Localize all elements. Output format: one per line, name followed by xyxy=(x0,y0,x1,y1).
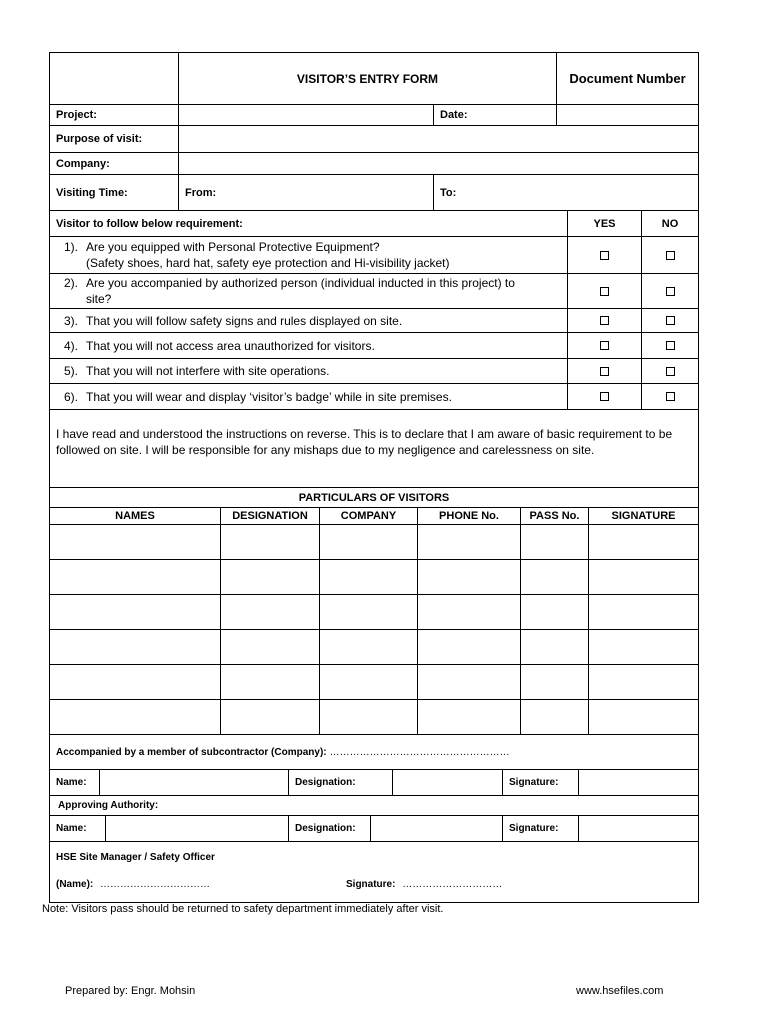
yes-checkbox[interactable] xyxy=(600,316,609,325)
phone-cell[interactable] xyxy=(417,630,520,664)
name-field[interactable] xyxy=(105,816,288,841)
phone-cell[interactable] xyxy=(417,595,520,629)
requirement-text xyxy=(50,359,567,383)
requirement-number: 1). xyxy=(63,240,78,254)
signature-field[interactable] xyxy=(578,816,698,841)
pass-cell[interactable] xyxy=(520,525,588,559)
no-checkbox[interactable] xyxy=(666,287,675,296)
yes-checkbox[interactable] xyxy=(600,367,609,376)
requirement-row-5 xyxy=(50,359,698,384)
requirement-row-6 xyxy=(50,384,698,410)
to-field[interactable]: To: xyxy=(433,175,698,210)
no-cell xyxy=(641,333,698,358)
phone-cell[interactable] xyxy=(417,665,520,699)
yes-checkbox[interactable] xyxy=(600,251,609,260)
accompanied-label: Accompanied by a member of subcontractor (Company): xyxy=(56,746,327,758)
purpose-label: Purpose of visit: xyxy=(56,133,143,145)
company-cell[interactable] xyxy=(319,665,417,699)
requirement-line1: That you will not interfere with site operations. xyxy=(86,364,330,378)
signature-cell[interactable] xyxy=(588,560,698,594)
company-cell[interactable] xyxy=(319,595,417,629)
hse-name-label: (Name): xyxy=(56,879,94,890)
designation-cell[interactable] xyxy=(220,525,319,559)
company-cell[interactable] xyxy=(319,700,417,734)
header-row xyxy=(50,53,698,105)
signature-cell[interactable] xyxy=(588,700,698,734)
hse-block xyxy=(50,842,698,902)
signature-cell[interactable] xyxy=(588,525,698,559)
designation-cell[interactable] xyxy=(220,630,319,664)
requirement-number: 2). xyxy=(63,276,78,290)
name-field[interactable] xyxy=(99,770,288,795)
requirement-line2: (Safety shoes, hard hat, safety eye protection and Hi-visibility jacket) xyxy=(86,256,450,270)
requirement-line1: Are you accompanied by authorized person (individual inducted in this project) to xyxy=(86,276,515,290)
hse-title: HSE Site Manager / Safety Officer xyxy=(56,852,215,863)
requirement-number: 6). xyxy=(63,389,78,404)
yes-checkbox[interactable] xyxy=(600,392,609,401)
hse-signature-field[interactable]: ………………………… xyxy=(402,879,503,890)
signature-field[interactable] xyxy=(578,770,698,795)
signature-cell[interactable] xyxy=(588,630,698,664)
name-cell[interactable] xyxy=(50,630,220,664)
hse-name-field[interactable]: …………………………… xyxy=(100,879,211,890)
visitor-entry-form xyxy=(49,52,699,903)
requirement-row-2 xyxy=(50,274,698,309)
company-row xyxy=(50,153,698,175)
requirement-line1: That you will not access area unauthorized for visitors. xyxy=(86,338,375,353)
from-field[interactable]: From: xyxy=(178,175,433,210)
pass-cell[interactable] xyxy=(520,630,588,664)
particulars-title-row xyxy=(50,488,698,508)
col-designation: DESIGNATION xyxy=(220,508,319,524)
col-company: COMPANY xyxy=(319,508,417,524)
project-label: Project: xyxy=(56,109,97,121)
declaration-text: I have read and understood the instructions on reverse. This is to declare that I am aware of basic requirement to be followed on site. I will be responsible for any mishaps due to my negligence and carelessness on site. xyxy=(56,427,673,457)
designation-cell[interactable] xyxy=(220,665,319,699)
requirement-row-1 xyxy=(50,237,698,274)
visitor-row xyxy=(50,630,698,665)
yes-checkbox[interactable] xyxy=(600,287,609,296)
pass-cell[interactable] xyxy=(520,700,588,734)
no-cell xyxy=(641,237,698,273)
signature-cell[interactable] xyxy=(588,595,698,629)
accompanied-company-field[interactable]: ……………………………………………… xyxy=(329,746,510,758)
designation-cell[interactable] xyxy=(220,560,319,594)
project-field[interactable] xyxy=(178,105,433,125)
visitor-row xyxy=(50,595,698,630)
requirement-number: 5). xyxy=(63,364,78,378)
purpose-row xyxy=(50,126,698,153)
no-header: NO xyxy=(641,211,698,236)
col-names: NAMES xyxy=(115,510,155,522)
company-cell[interactable] xyxy=(319,630,417,664)
name-label: Name: xyxy=(56,777,87,788)
form-title: VISITOR’S ENTRY FORM xyxy=(178,53,556,104)
project-row xyxy=(50,105,698,126)
no-checkbox[interactable] xyxy=(666,392,675,401)
visitor-row xyxy=(50,665,698,700)
requirement-number: 3). xyxy=(63,313,78,328)
no-cell xyxy=(641,274,698,308)
name-label: Name: xyxy=(56,823,87,834)
yes-cell xyxy=(567,359,641,383)
yes-cell xyxy=(567,237,641,273)
no-checkbox[interactable] xyxy=(666,367,675,376)
requirement-text xyxy=(50,384,567,409)
no-cell xyxy=(641,384,698,409)
designation-field[interactable] xyxy=(392,770,502,795)
no-checkbox[interactable] xyxy=(666,341,675,350)
requirement-number: 4). xyxy=(63,338,78,353)
approving-row xyxy=(50,796,698,816)
visitor-row xyxy=(50,560,698,595)
date-label: Date: xyxy=(433,105,556,125)
phone-cell[interactable] xyxy=(417,700,520,734)
declaration-row xyxy=(50,410,698,488)
pass-cell[interactable] xyxy=(520,560,588,594)
purpose-field[interactable] xyxy=(178,126,698,152)
signature-cell[interactable] xyxy=(588,665,698,699)
approving-label: Approving Authority: xyxy=(58,800,159,811)
yes-header: YES xyxy=(567,211,641,236)
no-cell xyxy=(641,309,698,332)
hse-signature-line xyxy=(346,879,502,890)
footer-note: Note: Visitors pass should be returned to safety department immediately after visit. xyxy=(42,903,444,915)
prepared-by: Prepared by: Engr. Mohsin xyxy=(65,985,196,997)
name-cell[interactable] xyxy=(50,665,220,699)
particulars-header-row xyxy=(50,508,698,525)
accompanied-row xyxy=(50,735,698,770)
requirement-line1: That you will wear and display ‘visitor’s badge’ while in site premises. xyxy=(86,389,452,404)
requirement-row-4 xyxy=(50,333,698,359)
requirement-text xyxy=(50,309,567,332)
name-cell[interactable] xyxy=(50,525,220,559)
hse-signature-label: Signature: xyxy=(346,879,396,890)
requirement-text xyxy=(50,274,567,308)
col-pass: PASS No. xyxy=(520,508,588,524)
pass-cell[interactable] xyxy=(520,595,588,629)
designation-label: Designation: xyxy=(288,816,370,841)
visitor-row xyxy=(50,525,698,560)
requirement-line1: Are you equipped with Personal Protective Equipment? xyxy=(86,240,380,254)
accompanied-text xyxy=(50,735,698,769)
phone-cell[interactable] xyxy=(417,525,520,559)
name-cell[interactable] xyxy=(50,700,220,734)
yes-cell xyxy=(567,384,641,409)
name-cell[interactable] xyxy=(50,560,220,594)
requirement-line1: That you will follow safety signs and rules displayed on site. xyxy=(86,313,403,328)
col-signature: SIGNATURE xyxy=(588,508,698,524)
designation-cell[interactable] xyxy=(220,700,319,734)
requirements-header xyxy=(50,211,698,237)
no-cell xyxy=(641,359,698,383)
hse-name-line xyxy=(56,879,210,890)
yes-checkbox[interactable] xyxy=(600,341,609,350)
company-cell[interactable] xyxy=(319,525,417,559)
yes-cell xyxy=(567,333,641,358)
requirement-text xyxy=(50,333,567,358)
name-cell[interactable] xyxy=(50,595,220,629)
document-number: Document Number xyxy=(556,53,698,104)
designation-label: Designation: xyxy=(288,770,392,795)
pass-cell[interactable] xyxy=(520,665,588,699)
yes-cell xyxy=(567,309,641,332)
website-link[interactable]: www.hsefiles.com xyxy=(576,985,664,997)
requirements-heading: Visitor to follow below requirement: xyxy=(56,217,243,230)
no-checkbox[interactable] xyxy=(666,251,675,260)
logo-area xyxy=(50,53,178,104)
company-label: Company: xyxy=(56,157,110,170)
signature-label: Signature: xyxy=(502,816,578,841)
requirement-row-3 xyxy=(50,309,698,333)
designation-cell[interactable] xyxy=(220,595,319,629)
visiting-time-row xyxy=(50,175,698,211)
designation-field[interactable] xyxy=(370,816,502,841)
yes-cell xyxy=(567,274,641,308)
approver-sign-row xyxy=(50,816,698,842)
visitor-row xyxy=(50,700,698,735)
company-field[interactable] xyxy=(178,153,698,174)
company-cell[interactable] xyxy=(319,560,417,594)
phone-cell[interactable] xyxy=(417,560,520,594)
date-field[interactable] xyxy=(556,105,698,125)
requirement-text xyxy=(50,237,567,273)
no-checkbox[interactable] xyxy=(666,316,675,325)
requirement-line2: site? xyxy=(86,292,112,306)
visiting-time-label: Visiting Time: xyxy=(56,186,128,199)
particulars-title: PARTICULARS OF VISITORS xyxy=(298,491,450,504)
signature-label: Signature: xyxy=(502,770,578,795)
col-phone: PHONE No. xyxy=(417,508,520,524)
subcontractor-sign-row xyxy=(50,770,698,796)
